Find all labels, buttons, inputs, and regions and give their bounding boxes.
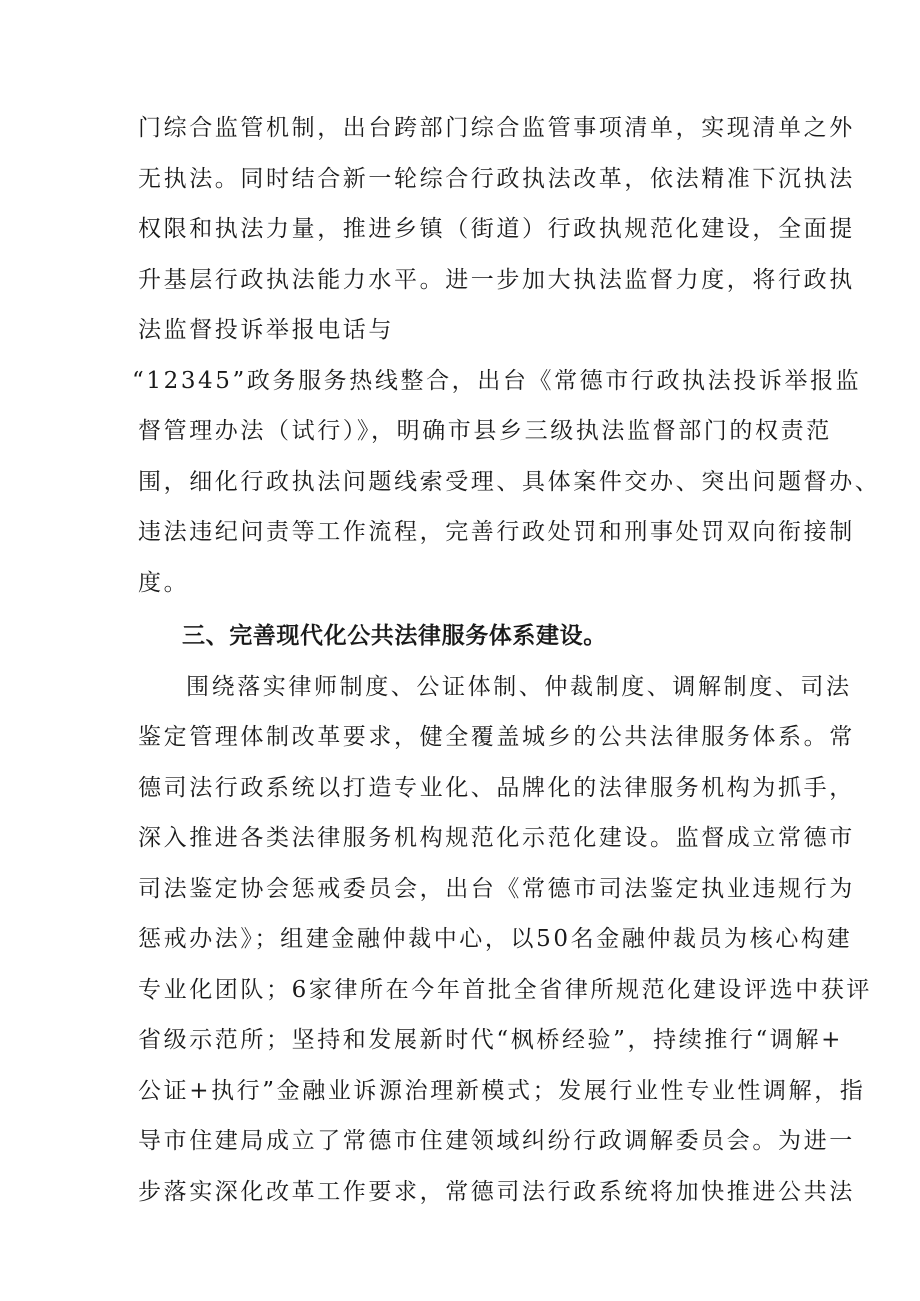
- body-text-line: 深入推进各类法律服务机构规范化示范化建设。监督成立常德市: [138, 825, 855, 851]
- body-text-line: 省级示范所；坚持和发展新时代“枫桥经验”，持续推行“调解+: [138, 1027, 843, 1053]
- body-text-line: 度。: [138, 570, 190, 596]
- body-text-line: 公证+执行”金融业诉源治理新模式；发展行业性专业性调解，指: [138, 1078, 866, 1104]
- section-heading: 三、完善现代化公共法律服务体系建设。: [182, 623, 607, 649]
- body-text-line: 司法鉴定协会惩戒委员会，出台《常德市司法鉴定执业违规行为: [138, 876, 855, 902]
- body-text-line: 惩戒办法》；组建金融仲裁中心，以50名金融仲裁员为核心构建: [138, 926, 853, 952]
- body-text-line: 鉴定管理体制改革要求，健全覆盖城乡的公共法律服务体系。常: [138, 724, 855, 750]
- body-text-line: 导市住建局成立了常德市住建领域纠纷行政调解委员会。为进一: [138, 1128, 855, 1154]
- body-text-line: 围绕落实律师制度、公证体制、仲裁制度、调解制度、司法: [186, 674, 852, 700]
- body-text-line: 督管理办法（试行）》，明确市县乡三级执法监督部门的权责范: [138, 418, 832, 444]
- body-text-line: 无执法。同时结合新一轮综合行政执法改革，依法精准下沉执法: [138, 166, 855, 192]
- body-text-line: 德司法行政系统以打造专业化、品牌化的法律服务机构为抓手，: [138, 775, 855, 801]
- body-text-line: 门综合监管机制，出台跨部门综合监管事项清单，实现清单之外: [138, 115, 855, 141]
- body-text-line: 围，细化行政执法问题线索受理、具体案件交办、突出问题督办、: [138, 469, 881, 495]
- body-text-line: “12345”政务服务热线整合，出台《常德市行政执法投诉举报监: [132, 368, 862, 394]
- body-text-line: 违法违纪问责等工作流程，完善行政处罚和刑事处罚双向衔接制: [138, 519, 855, 545]
- body-text-line: 专业化团队；6家律所在今年首批全省律所规范化建设评选中获评: [138, 977, 873, 1003]
- body-text-line: 步落实深化改革工作要求，常德司法行政系统将加快推进公共法: [138, 1179, 855, 1205]
- body-text-line: 法监督投诉举报电话与: [138, 317, 394, 343]
- body-text-line: 权限和执法力量，推进乡镇（街道）行政执规范化建设，全面提: [138, 216, 855, 242]
- body-text-line: 升基层行政执法能力水平。进一步加大执法监督力度，将行政执: [138, 267, 855, 293]
